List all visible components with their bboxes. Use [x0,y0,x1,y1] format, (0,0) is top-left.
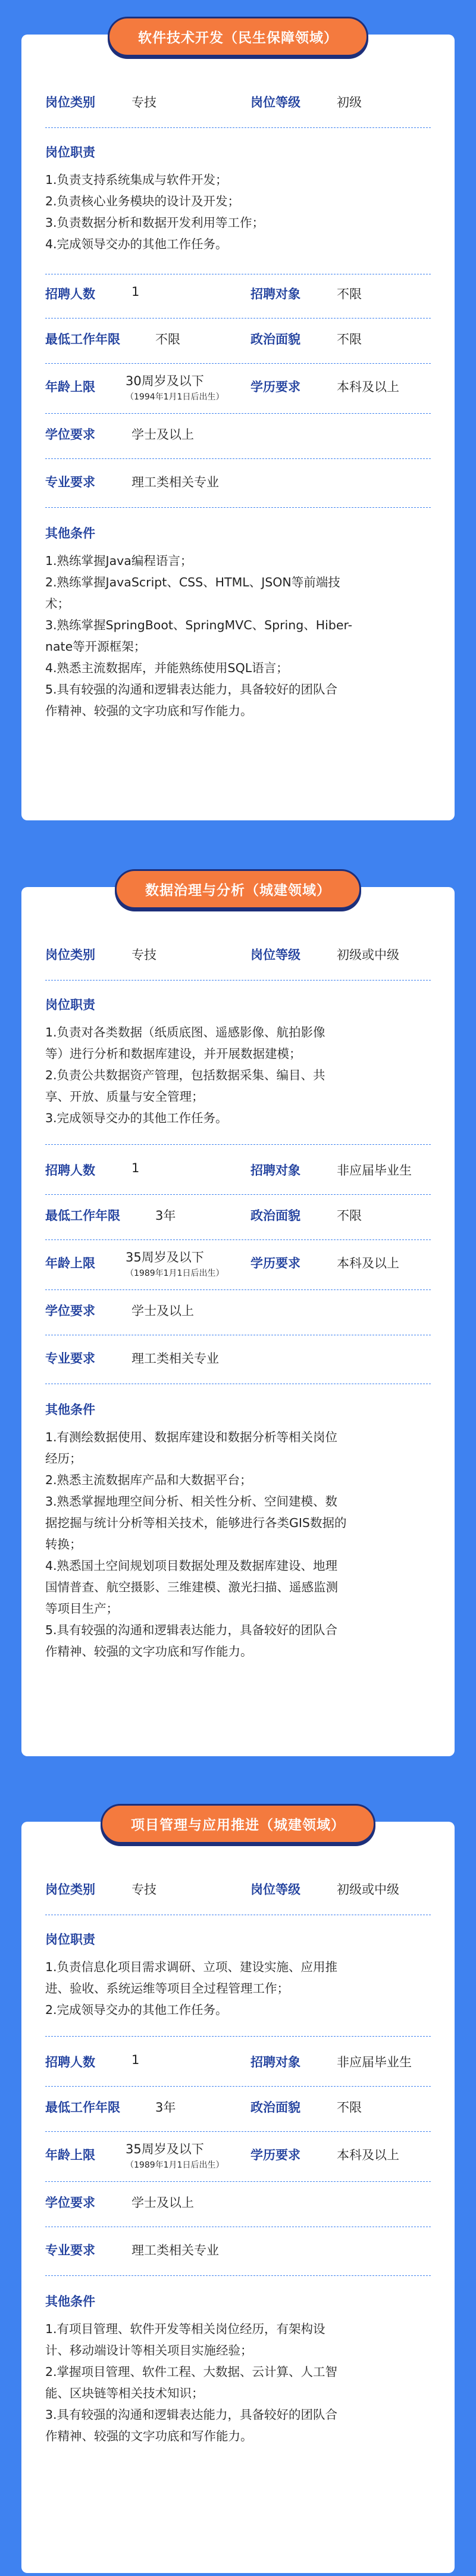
edu-value: 本科及以上 [337,1256,399,1270]
row-exp [45,2098,431,2132]
row-count [45,1161,431,1195]
duties-list [45,169,431,255]
edu-label: 学历要求 [250,2148,300,2162]
other-line: 5.具有较强的沟通和逻辑表达能力，具备较好的团队合 [45,1623,338,1637]
political-value: 不限 [337,2100,362,2115]
other-line: 5.具有较强的沟通和逻辑表达能力，具备较好的团队合 [45,682,338,697]
other-line: 据挖掘与统计分析等相关技术，能够进行各类GIS数据的 [45,1516,347,1530]
other-list [45,550,431,722]
major-label: 专业要求 [45,1351,95,1366]
other-line: 能、区块链等相关技术知识； [45,2386,204,2400]
target-label: 招聘对象 [250,1163,300,1178]
job-card-data [21,883,455,1756]
age-value [126,1248,224,1279]
age-value [126,371,224,402]
other-line: 作精神、较强的文字功底和写作能力。 [45,1644,253,1659]
age-label: 年龄上限 [45,380,95,394]
political-value: 不限 [337,1209,362,1223]
target-label: 招聘对象 [250,2055,300,2069]
other-line: 1.有项目管理、软件开发等相关岗位经历，有架构设 [45,2322,325,2336]
other-line: 2.掌握项目管理、软件工程、大数据、云计算、人工智 [45,2365,338,2379]
target-value: 不限 [337,287,362,301]
other-line: 转换； [45,1537,82,1551]
row-age [45,1250,431,1290]
job-title: 项目管理与应用推进（城建领域） [101,1804,375,1844]
edu-value: 本科及以上 [337,380,399,394]
row-category [45,93,431,128]
duty-line: 享、开放、质量与安全管理； [45,1089,204,1104]
level-value: 初级或中级 [337,948,399,962]
age-label: 年龄上限 [45,1256,95,1270]
count-value: 1 [131,1161,140,1175]
level-label: 岗位等级 [250,95,300,110]
age-label: 年龄上限 [45,2148,95,2162]
count-label: 招聘人数 [45,287,95,301]
age-text: 30周岁及以下 [126,374,204,388]
category-label: 岗位类别 [45,1882,95,1897]
row-major [45,473,431,508]
degree-value: 学士及以上 [131,427,194,442]
duty-line: 3.完成领导交办的其他工作任务。 [45,1111,228,1125]
count-label: 招聘人数 [45,2055,95,2069]
duties-label: 岗位职责 [45,145,95,160]
other-line: 4.熟悉国土空间规划项目数据处理及数据库建设、地理 [45,1559,338,1573]
duties-list [45,1956,431,2021]
exp-label: 最低工作年限 [45,2100,120,2115]
other-line: 作精神、较强的文字功底和写作能力。 [45,2429,253,2443]
row-category [45,945,431,981]
duty-line: 等）进行分析和数据库建设，并开展数据建模； [45,1047,302,1061]
count-value: 1 [131,285,140,299]
row-category [45,1880,431,1915]
target-label: 招聘对象 [250,287,300,301]
other-label: 其他条件 [45,2294,95,2309]
other-line: 3.熟悉掌握地理空间分析、相关性分析、空间建模、数 [45,1494,338,1509]
political-value: 不限 [337,332,362,346]
row-duties [45,143,431,274]
row-degree [45,425,431,459]
other-label: 其他条件 [45,1403,95,1417]
age-note: （1994年1月1日后出生） [126,392,224,402]
other-line: 1.有测绘数据使用、数据库建设和数据分析等相关岗位 [45,1430,338,1444]
major-value: 理工类相关专业 [131,475,219,489]
count-value: 1 [131,2053,140,2067]
row-major [45,1349,431,1384]
job-title: 数据治理与分析（城建领域） [115,869,361,909]
age-text: 35周岁及以下 [126,2142,204,2156]
other-line: 经历； [45,1451,82,1466]
political-label: 政治面貌 [250,1209,300,1223]
edu-label: 学历要求 [250,380,300,394]
major-value: 理工类相关专业 [131,2243,219,2257]
other-line: 3.熟练掌握SpringBoot、SpringMVC、Spring、Hiber- [45,618,352,632]
duty-line: 3.负责数据分析和数据开发利用等工作； [45,216,265,230]
degree-value: 学士及以上 [131,2196,194,2210]
category-value: 专技 [131,948,156,962]
row-count [45,2053,431,2087]
degree-label: 学位要求 [45,2196,95,2210]
duty-line: 1.负责对各类数据（纸质底图、遥感影像、航拍影像 [45,1025,325,1039]
degree-value: 学士及以上 [131,1304,194,1318]
other-line: 2.熟悉主流数据库产品和大数据平台； [45,1473,252,1487]
degree-label: 学位要求 [45,427,95,442]
row-major [45,2241,431,2276]
row-degree [45,2193,431,2227]
exp-label: 最低工作年限 [45,1209,120,1223]
exp-label: 最低工作年限 [45,332,120,346]
other-line: 1.熟练掌握Java编程语言； [45,554,193,568]
other-label: 其他条件 [45,526,95,541]
level-label: 岗位等级 [250,948,300,962]
level-value: 初级或中级 [337,1882,399,1897]
row-duties [45,1930,431,2037]
edu-label: 学历要求 [250,1256,300,1270]
other-line: 等项目生产； [45,1601,118,1616]
other-line: 2.熟练掌握JavaScript、CSS、HTML、JSON等前端技 [45,575,340,589]
duty-line: 1.负责支持系统集成与软件开发； [45,173,228,187]
target-value: 非应届毕业生 [337,1163,412,1178]
major-label: 专业要求 [45,475,95,489]
other-line: 作精神、较强的文字功底和写作能力。 [45,704,253,718]
duty-line: 进、验收、系统运维等项目全过程管理工作； [45,1981,289,1996]
other-list [45,1426,431,1662]
category-label: 岗位类别 [45,95,95,110]
row-degree [45,1301,431,1335]
other-line: 4.熟悉主流数据库，并能熟练使用SQL语言； [45,661,289,675]
duty-line: 2.完成领导交办的其他工作任务。 [45,2003,228,2017]
other-line: nate等开源框架； [45,639,146,654]
duties-label: 岗位职责 [45,998,95,1012]
major-label: 专业要求 [45,2243,95,2257]
other-line: 3.具有较强的沟通和逻辑表达能力，具备较好的团队合 [45,2408,338,2422]
age-value [126,2140,224,2171]
job-title: 软件技术开发（民生保障领域） [108,17,368,57]
edu-value: 本科及以上 [337,2148,399,2162]
count-label: 招聘人数 [45,1163,95,1178]
other-line: 术； [45,597,70,611]
age-text: 35周岁及以下 [126,1250,204,1264]
age-note: （1989年1月1日后出生） [126,1269,224,1278]
row-age [45,374,431,414]
degree-label: 学位要求 [45,1304,95,1318]
target-value: 非应届毕业生 [337,2055,412,2069]
row-exp [45,1206,431,1240]
duties-list [45,1022,431,1129]
exp-value: 不限 [155,332,180,346]
duty-line: 1.负责信息化项目需求调研、立项、建设实施、应用推 [45,1960,338,1974]
row-exp [45,330,431,364]
category-value: 专技 [131,1882,156,1897]
other-list [45,2318,431,2447]
duty-line: 4.完成领导交办的其他工作任务。 [45,237,228,251]
other-line: 国情普查、航空摄影、三维建模、激光扫描、遥感监测 [45,1580,338,1594]
duty-line: 2.负责核心业务模块的设计及开发； [45,194,240,208]
job-card-project [21,1818,455,2573]
row-duties [45,995,431,1145]
duties-label: 岗位职责 [45,1932,95,1947]
category-value: 专技 [131,95,156,110]
political-label: 政治面貌 [250,332,300,346]
category-label: 岗位类别 [45,948,95,962]
row-count [45,285,431,319]
exp-value: 3年 [155,1209,176,1223]
major-value: 理工类相关专业 [131,1351,219,1366]
political-label: 政治面貌 [250,2100,300,2115]
age-note: （1989年1月1日后出生） [126,2160,224,2170]
exp-value: 3年 [155,2100,176,2115]
duty-line: 2.负责公共数据资产管理，包括数据采集、编目、共 [45,1068,325,1082]
row-age [45,2142,431,2182]
job-card-software [21,30,455,820]
level-label: 岗位等级 [250,1882,300,1897]
other-line: 计、移动端设计等相关项目实施经验； [45,2343,253,2358]
level-value: 初级 [337,95,362,110]
